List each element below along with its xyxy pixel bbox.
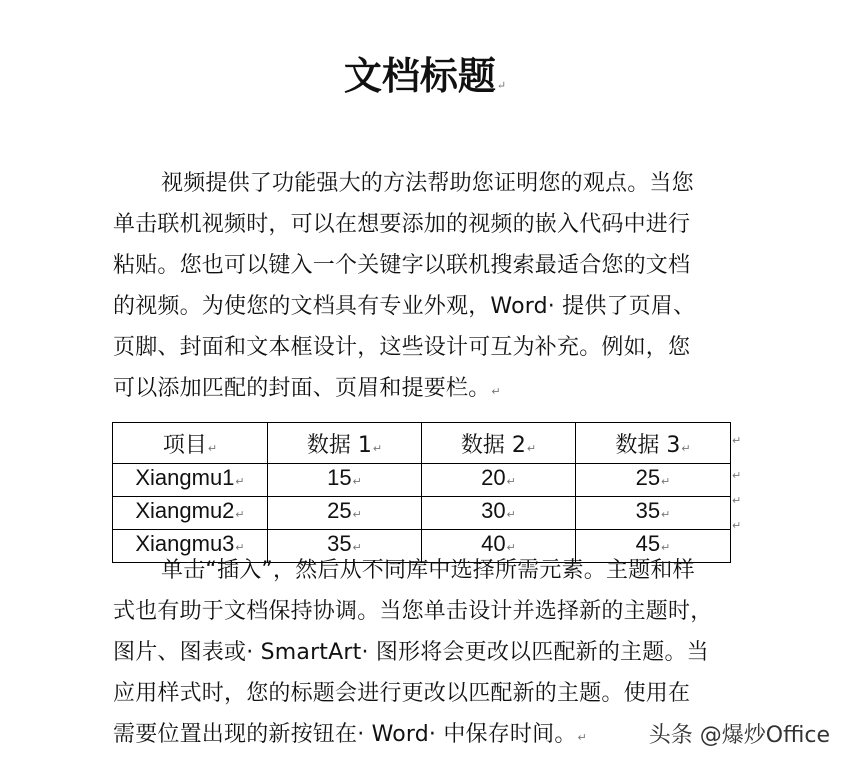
paragraph-mark-icon: ↵ [496, 79, 507, 92]
table-cell: 25↵ [576, 464, 731, 497]
table-cell: 30↵ [422, 497, 576, 530]
table-row [113, 464, 731, 497]
paragraph-line-last: 可以添加匹配的封面、页眉和提要栏。↵ [113, 376, 501, 401]
table-cell: Xiangmu1↵ [113, 464, 268, 497]
paragraph-line: 单击“插入”，然后从不同库中选择所需元素。主题和样 [161, 558, 695, 583]
paragraph-line: 式也有助于文档保持协调。当您单击设计并选择新的主题时， [113, 599, 713, 624]
table-cell: 35↵ [268, 530, 422, 563]
row-end-mark-icon: ↵ [732, 434, 742, 447]
watermark: 头条 @爆炒Office [648, 723, 830, 748]
table-cell: 15↵ [268, 464, 422, 497]
data-table [112, 422, 731, 563]
paragraph-line-last: 需要位置出现的新按钮在· Word· 中保存时间。↵ [113, 722, 587, 747]
document-title: 文档标题↵ [343, 53, 507, 98]
paragraph-line: 页脚、封面和文本框设计，这些设计可互为补充。例如，您 [113, 335, 691, 360]
paragraph-line: 的视频。为使您的文档具有专业外观，Word· 提供了页眉、 [113, 294, 696, 319]
table-cell: Xiangmu2↵ [113, 497, 268, 530]
table-header-row [113, 423, 731, 464]
paragraph-line: 视频提供了功能强大的方法帮助您证明您的观点。当您 [161, 171, 694, 196]
paragraph-line: 应用样式时，您的标题会进行更改以匹配新的主题。使用在 [113, 681, 691, 706]
paragraph-1 [113, 163, 733, 409]
paragraph-line: 图片、图表或· SmartArt· 图形将会更改以匹配新的主题。当 [113, 640, 709, 665]
paragraph-line: 粘贴。您也可以键入一个关键字以联机搜索最适合您的文档 [113, 253, 691, 278]
table-header-cell: 数据 3↵ [576, 423, 731, 464]
table-cell: 35↵ [576, 497, 731, 530]
table-row-marks [732, 422, 744, 532]
paragraph-line: 单击联机视频时，可以在想要添加的视频的嵌入代码中进行 [113, 212, 691, 237]
table-cell: 20↵ [422, 464, 576, 497]
row-end-mark-icon: ↵ [732, 494, 742, 507]
table-cell: 45↵ [576, 530, 731, 563]
table-cell: 40↵ [422, 530, 576, 563]
paragraph-mark-icon: ↵ [577, 731, 587, 744]
paragraph-2 [113, 550, 733, 755]
row-end-mark-icon: ↵ [732, 519, 742, 532]
table-header-cell: 数据 1↵ [268, 423, 422, 464]
table-row [113, 497, 731, 530]
table-cell: Xiangmu3↵ [113, 530, 268, 563]
row-end-mark-icon: ↵ [732, 469, 742, 482]
table-header-cell: 项目↵ [113, 423, 268, 464]
table-header-cell: 数据 2↵ [422, 423, 576, 464]
table-cell: 25↵ [268, 497, 422, 530]
paragraph-mark-icon: ↵ [491, 385, 501, 398]
